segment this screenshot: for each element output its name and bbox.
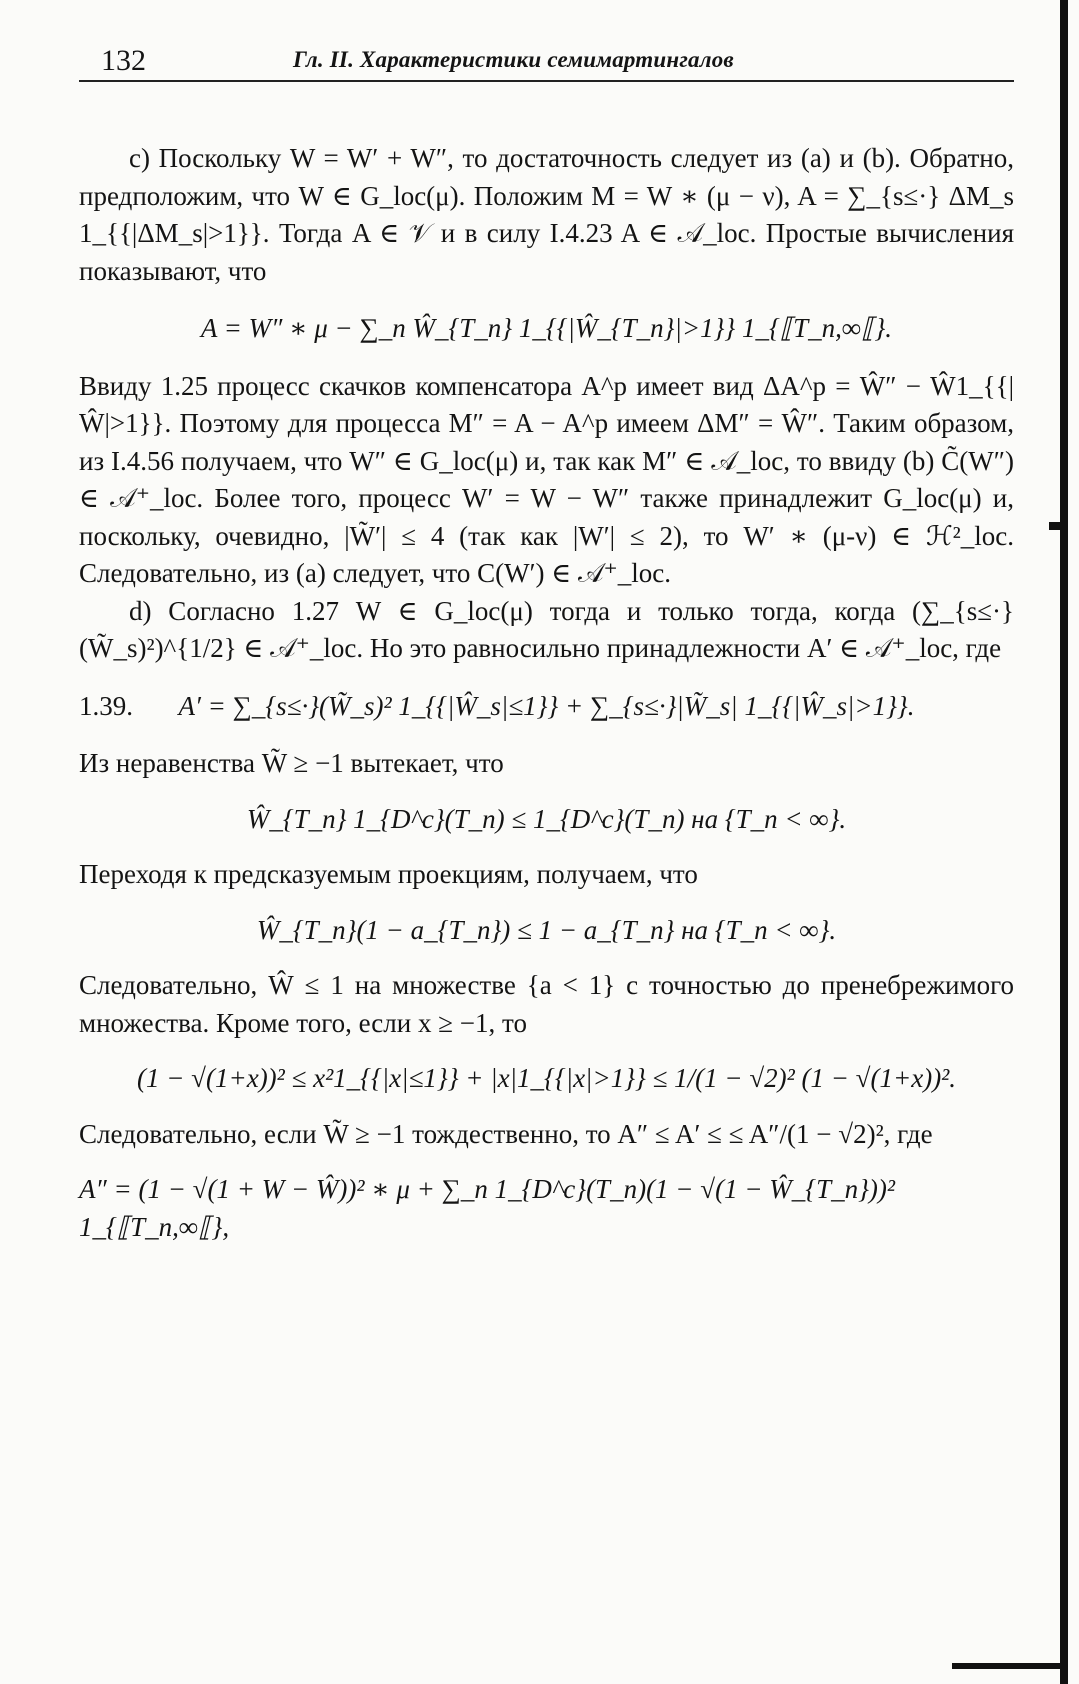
equation-a: A = W″ ∗ μ − ∑_n Ŵ_{T_n} 1_{{|Ŵ_{T_n}|>1}} 1_{⟦T_n,∞⟦}.	[200, 313, 893, 343]
paragraph-c-2: Ввиду 1.25 процесс скачков компенсатора A^p имеет вид ΔA^p = Ŵ″ − Ŵ1_{{|Ŵ|>1}}. Поэтому для процесса M″ = A − A^p имеем ΔM″ = Ŵ″. Таким образом, из I.4.56 получаем, что W″ ∈ G_loc(μ) и, так как M″ ∈ 𝒜_loc, то ввиду (b) C̃(W″) ∈ 𝒜⁺_loc. Более того, процесс W′ = W − W″ также принадлежит G_loc(μ) и, поскольку, очевидно, |W̃′| ≤ 4 (так как |W′| ≤ 2), то W′ ∗ (μ-ν) ∈ ℋ²_loc. Следовательно, из (a) следует, что C(W′) ∈ 𝒜⁺_loc.	[79, 370, 1014, 588]
equation-x: (1 − √(1+x))² ≤ x²1_{{|x|≤1}} + |x|1_{{|x|>1}} ≤ 1/(1 − √2)² (1 − √(1+x))².	[136, 1063, 957, 1093]
paragraph-inequality: Из неравенства W̃ ≥ −1 вытекает, что	[79, 748, 504, 778]
paragraph-consequence: Следовательно, Ŵ ≤ 1 на множестве {a < 1} с точностью до пренебрежимого множества. Кроме того, если x ≥ −1, то	[79, 970, 1014, 1038]
margin-mark	[1049, 522, 1061, 530]
equation-139: A′ = ∑_{s≤·}(W̃_s)² 1_{{|Ŵ_s|≤1}} + ∑_{s≤·}|W̃_s| 1_{{|Ŵ_s|>1}}.	[178, 690, 915, 721]
page-edge-right	[1060, 0, 1068, 1684]
page-number: 132	[101, 44, 146, 77]
equation-ineq2: Ŵ_{T_n}(1 − a_{T_n}) ≤ 1 − a_{T_n} на {T_n < ∞}.	[256, 914, 837, 945]
display-equation-x	[79, 1060, 1014, 1098]
display-equation-ineq1	[79, 801, 1014, 839]
page-body	[79, 140, 1014, 1246]
equation-number: 1.39.	[79, 690, 133, 721]
paragraph-c-1: c) Поскольку W = W′ + W″, то достаточность следует из (a) и (b). Обратно, предположим, что W ∈ G_loc(μ). Положим M = W ∗ (μ − ν), A = ∑_{s≤·} ΔM_s 1_{{|ΔM_s|>1}}. Тогда A ∈ 𝒱 и в силу I.4.23 A ∈ 𝒜_loc. Простые вычисления показывают, что	[79, 143, 1014, 286]
display-equation-139	[79, 688, 1014, 726]
display-equation-ineq2	[79, 912, 1014, 950]
paragraph-projection: Переходя к предсказуемым проекциям, получаем, что	[79, 859, 698, 889]
book-page	[79, 44, 1014, 1246]
page-header	[79, 44, 1014, 82]
display-equation-a2	[79, 1171, 1014, 1246]
paragraph-d: d) Согласно 1.27 W ∈ G_loc(μ) тогда и только тогда, когда (∑_{s≤·}(W̃_s)²)^{1/2} ∈ 𝒜⁺_loc. Но это равносильно принадлежности A′ ∈ 𝒜⁺_loc, где	[79, 595, 1014, 663]
display-equation-a	[79, 310, 1014, 348]
equation-ineq1: Ŵ_{T_n} 1_{D^c}(T_n) ≤ 1_{D^c}(T_n) на {T_n < ∞}.	[246, 803, 847, 834]
running-title: Гл. II. Характеристики семимартингалов	[293, 47, 734, 72]
page-edge-bottom	[952, 1663, 1068, 1669]
equation-a2: A″ = (1 − √(1 + W − Ŵ))² ∗ μ + ∑_n 1_{D^c}(T_n)(1 − √(1 − Ŵ_{T_n}))² 1_{⟦T_n,∞⟦},	[79, 1174, 895, 1242]
paragraph-final: Следовательно, если W̃ ≥ −1 тождественно, то A″ ≤ A′ ≤ ≤ A″/(1 − √2)², где	[79, 1118, 933, 1149]
